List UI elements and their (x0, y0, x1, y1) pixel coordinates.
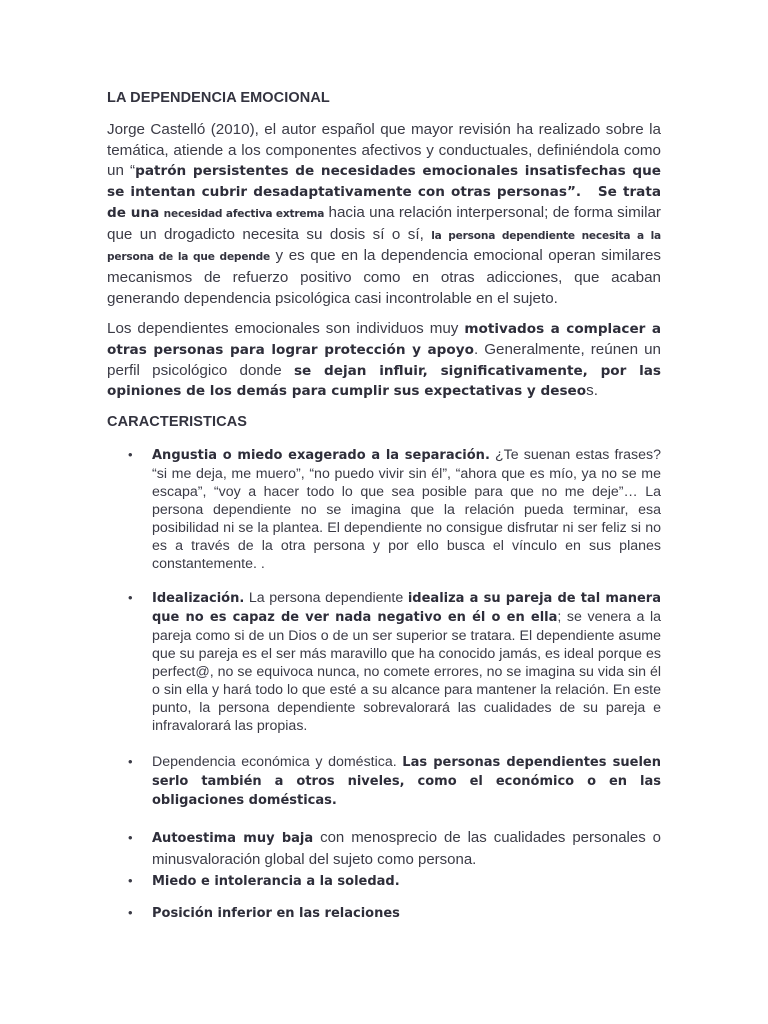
list-item (107, 872, 661, 891)
para2-text-1: Los dependientes emocionales son individuos muy (107, 320, 465, 338)
list-item (107, 828, 661, 870)
bullet-icon: • (128, 590, 133, 606)
item-bold: idealiza a su pareja de tal manera que no es capaz de ver nada negativo en él o en ella (152, 591, 661, 626)
list-item (107, 753, 661, 810)
bullet-icon: • (128, 830, 133, 846)
item-text: ¿Te suenan estas frases? “si me deja, me muero”, “no puedo vivir sin él”, “ahora que es mío, ya no se me escapa”, “voy a hacer todo lo que sea posible para que no me deje”… La persona dependiente no se imagina que la relación pueda terminar, esa posibilidad ni se la plantea. El dependiente no consigue disfrutar ni ser feliz si no es a través de la otra persona y por ello busca el vínculo en sus planes constantemente. . (152, 447, 661, 573)
item-bold: Autoestima muy baja (152, 831, 314, 847)
para2-bold-2: se dejan influir, significativamente, por las opiniones de los demás para cumplir sus expectativas y deseo (107, 362, 662, 400)
document-title: LA DEPENDENCIA EMOCIONAL (107, 90, 330, 106)
item-text: Dependencia económica y doméstica. (152, 754, 403, 771)
intro-text-3: y es que en la dependencia emocional operan similares mecanismos de refuerzo positivo como en otras adicciones, que acaban generando dependencia psicológica casi incontrolable en el sujeto. (107, 247, 661, 307)
intro-condensed-2: la persona dependiente necesita a la persona de la que depende (107, 229, 661, 264)
intro-bold-2: Se trata de una (107, 184, 661, 221)
intro-text-2: hacia una relación interpersonal; de forma similar que un drogadicto necesita su dosis sí o sí, (107, 203, 661, 243)
list-item (107, 446, 661, 573)
bullet-icon: • (128, 447, 133, 463)
document-page (107, 90, 661, 923)
section-heading: CARACTERISTICAS (107, 414, 248, 431)
bullet-icon: • (128, 905, 133, 921)
item-text: ; se venera a la pareja como si de un Dios o de un ser superior se tratara. El dependiente asume que su pareja es el ser más maravillo que ha conocido jamás, es ideal porque es perfect@, no se equivoca nunca, no comete errores, no se imagina su vida sin él o sin ella y hará todo lo que esté a su alcance para mantener la relación. En este punto, la persona dependiente sobrevalorará las cualidades de su pareja e infravalorará las propias. (152, 609, 661, 735)
item-bold: Idealización. (152, 591, 245, 607)
second-paragraph (107, 319, 661, 402)
bullet-icon: • (128, 754, 133, 770)
para2-bold-1: motivados a complacer a otras personas para lograr protección y apoyo (107, 321, 661, 359)
item-bold: Angustia o miedo exagerado a la separación. (152, 448, 490, 464)
list-item (107, 904, 661, 923)
bullet-icon: • (128, 873, 133, 889)
intro-bold-1: patrón persistentes de necesidades emocionales insatisfechas que se intentan cubrir desadaptativamente con otras personas”. (107, 163, 661, 201)
list-item (107, 589, 661, 735)
intro-text-1: Jorge Castelló (2010), el autor español que mayor revisión ha realizado sobre la temática, atiende a los componentes afectivos y conductuales, definiéndola como un “ (107, 121, 661, 180)
item-text: con menosprecio de las cualidades personales o minusvaloración global del sujeto como persona. (152, 829, 661, 868)
para2-text-2: . Generalmente, reúnen un perfil psicológico donde (107, 341, 661, 379)
para2-text-3: s. (586, 382, 598, 400)
item-text: La persona dependiente (244, 590, 408, 607)
item-bold: Posición inferior en las relaciones (152, 906, 400, 922)
characteristics-list (107, 446, 661, 923)
intro-paragraph (107, 120, 661, 309)
intro-condensed-1: necesidad afectiva extrema (163, 207, 325, 220)
item-bold: Las personas dependientes suelen serlo también a otros niveles, como el económico o en las obligaciones domésticas. (152, 755, 661, 809)
item-bold: Miedo e intolerancia a la soledad. (152, 874, 400, 890)
